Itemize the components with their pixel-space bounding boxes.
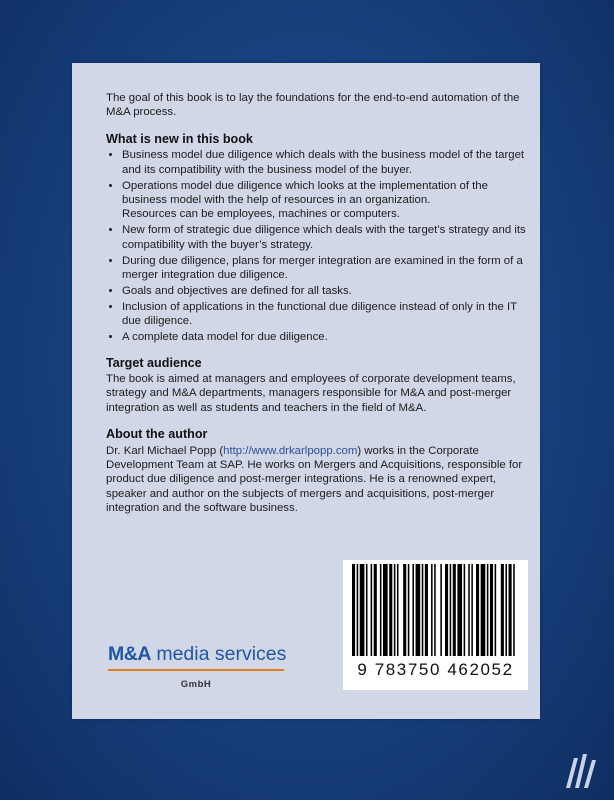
barcode-bar — [383, 564, 388, 656]
author-text-before: Dr. Karl Michael Popp ( — [106, 444, 224, 457]
barcode-bar — [495, 564, 497, 656]
cover-text — [106, 91, 526, 528]
list-item: • Inclusion of applications in the functional due diligence instead of only in the IT due diligence. — [122, 300, 526, 329]
barcode-bar — [453, 564, 456, 656]
barcode-bar — [490, 564, 493, 656]
back-cover-panel — [72, 63, 540, 719]
isbn-number: 9 783750 462052 — [357, 660, 514, 679]
author-website-link[interactable]: http://www.drkarlpopp.com — [223, 444, 358, 457]
section-heading-new: What is new in this book — [106, 131, 253, 146]
barcode-bar — [434, 564, 436, 656]
list-item-text: Operations model due diligence which looks at the implementation of the business model with the help of resources in an organization. — [122, 179, 488, 206]
list-item: • Goals and objectives are defined for all tasks. — [122, 284, 526, 298]
barcode-bar — [397, 564, 399, 656]
barcode-bar — [403, 564, 406, 656]
isbn-barcode — [343, 560, 528, 690]
publisher-logo — [108, 643, 288, 690]
barcode-bar — [457, 564, 462, 656]
barcode-bar — [468, 564, 470, 656]
publisher-name — [108, 643, 288, 665]
barcode-bar — [389, 564, 392, 656]
publisher-mark-icon — [562, 750, 600, 790]
barcode-bar — [487, 564, 489, 656]
publisher-brand: M&A — [108, 643, 151, 665]
barcode-bar — [416, 564, 421, 656]
barcode-bar — [513, 564, 515, 656]
barcode-bar — [476, 564, 479, 656]
barcode-bar — [360, 564, 365, 656]
section-heading-author: About the author — [106, 427, 208, 442]
barcode-bar — [471, 564, 473, 656]
intro-text: The goal of this book is to lay the foundations for the end-to-end automation of the M&A process. — [106, 92, 520, 119]
barcode-bar — [450, 564, 452, 656]
list-item-extra: Resources can be employees, machines or computers. — [122, 208, 400, 221]
barcode-bar — [425, 564, 428, 656]
barcode-bar — [352, 564, 355, 656]
barcode-bar — [380, 564, 382, 656]
barcode-bar — [481, 564, 486, 656]
audience-text: The book is aimed at managers and employees of corporate development teams, strategy and M&A departments, managers responsible for M&A and post-merger integration as well as students and teachers in the field of M&A. — [106, 372, 516, 414]
publisher-rule — [108, 669, 284, 671]
barcode-bars — [350, 564, 521, 662]
new-features-list — [106, 148, 526, 344]
barcode-bar — [505, 564, 507, 656]
barcode-bar — [431, 564, 433, 656]
barcode-bar — [501, 564, 504, 656]
barcode-bar — [394, 564, 396, 656]
barcode-bar — [366, 564, 368, 656]
barcode-bar — [374, 564, 377, 656]
publisher-name-rest: media services — [150, 643, 287, 665]
list-item: • A complete data model for due diligence. — [122, 330, 526, 344]
barcode-bar — [464, 564, 466, 656]
barcode-bar — [422, 564, 424, 656]
list-item: • During due diligence, plans for merger integration are examined in the form of a merger integration due diligence. — [122, 254, 526, 283]
section-heading-audience: Target audience — [106, 355, 202, 370]
barcode-bar — [408, 564, 410, 656]
barcode-bar — [412, 564, 414, 656]
barcode-bar — [445, 564, 448, 656]
barcode-bar — [357, 564, 359, 656]
author-text — [106, 444, 526, 516]
barcode-bar — [440, 564, 442, 656]
publisher-suffix: GmbH — [180, 679, 212, 690]
barcode-bar — [509, 564, 512, 656]
list-item — [122, 179, 526, 222]
barcode-bar — [371, 564, 373, 656]
list-item: • Business model due diligence which deals with the business model of the target and its compatibility with the business model of the buyer. — [122, 148, 526, 177]
author-text-after: ) works in the Corporate Development Team at SAP. He works on Mergers and Acquisitions, responsible for product due diligence and post-merger integrations. He is a renowned expert, speaker and author on the subjects of mergers and acquisitions, post-merger integration and the software business. — [106, 444, 523, 515]
list-item: • New form of strategic due diligence which deals with the target’s strategy and its compatibility with the buyer’s strategy. — [122, 223, 526, 252]
